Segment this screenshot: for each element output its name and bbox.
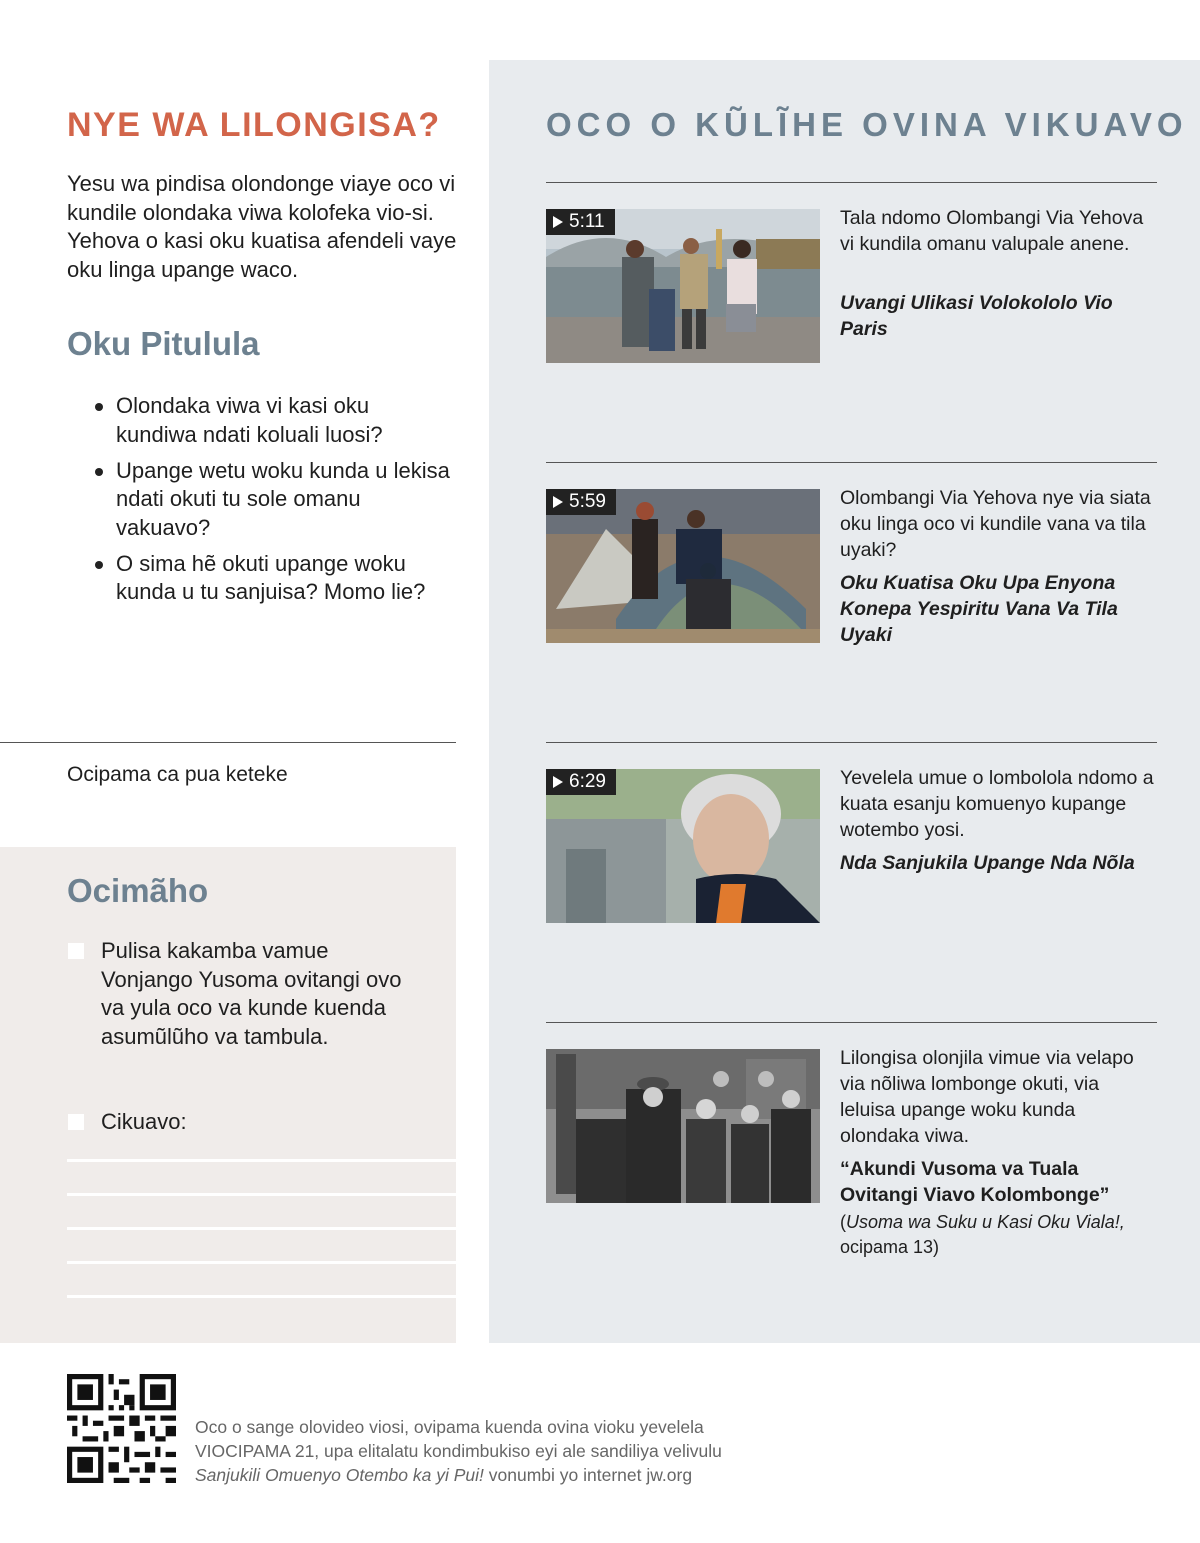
other-goal-label: Cikuavo:	[101, 1109, 187, 1134]
bullet-icon	[95, 403, 103, 411]
video-title[interactable]: Uvangi Ulikasi Volokololo Vio Paris	[840, 292, 1113, 340]
section-title: NYE WA LILONGISA?	[67, 106, 441, 144]
goal-item-text: Pulisa kakamba vamue Vonjango Yusoma ovitangi ovo va yula oco va kunde kuenda asumũlũho va tambula.	[101, 938, 402, 1049]
duration-badge	[546, 209, 615, 235]
writing-line[interactable]	[67, 1159, 456, 1162]
historical-group-photo	[546, 1049, 820, 1203]
qr-code-icon[interactable]	[67, 1374, 176, 1483]
reference-chapter: ocipama 13)	[840, 1237, 940, 1257]
intro-paragraph: Yesu wa pindisa olondonge viaye oco vi kundile olondaka viwa kolofeka vio-si. Yehova o kasi oku kuatisa afendeli vaye oku linga upange waco.	[67, 171, 457, 282]
writing-line[interactable]	[67, 1193, 456, 1196]
divider	[546, 462, 1157, 463]
video-description: Yevelela umue o lombolola ndomo a kuata esanju komuenyo kupange wotembo yosi.	[840, 767, 1154, 841]
divider	[0, 742, 456, 743]
video-title[interactable]: Nda Sanjukila Upange Nda Nõla	[840, 852, 1135, 874]
goal-heading: Ocimãho	[67, 872, 209, 909]
learn-more-title: OCO O KŨLĨHE OVINA VIKUAVO	[546, 106, 1188, 143]
divider	[546, 742, 1157, 743]
play-icon	[553, 776, 563, 788]
play-icon	[553, 496, 563, 508]
completed-date-label: Ocipama ca pua keteke	[67, 763, 288, 786]
duration-badge	[546, 769, 616, 795]
video-description: Tala ndomo Olombangi Via Yehova vi kundila omanu valupale anene.	[840, 207, 1144, 255]
play-icon	[553, 216, 563, 228]
footer-website: vonumbi yo internet jw.org	[483, 1465, 693, 1485]
writing-line[interactable]	[67, 1227, 456, 1230]
video-description: Olombangi Via Yehova nye via siata oku linga oco vi kundile vana va tila uyaki?	[840, 487, 1151, 561]
reference-book: Usoma wa Suku u Kasi Oku Viala!,	[846, 1212, 1125, 1232]
video-thumbnail[interactable]	[546, 489, 820, 643]
other-goal-checkbox[interactable]	[68, 1114, 84, 1130]
writing-line[interactable]	[67, 1261, 456, 1264]
video-thumbnail[interactable]	[546, 209, 820, 363]
duration-label: 5:59	[569, 491, 606, 512]
writing-line[interactable]	[67, 1295, 456, 1298]
review-item	[95, 457, 455, 543]
video-thumbnail[interactable]	[546, 769, 820, 923]
duration-label: 5:11	[569, 211, 605, 232]
goal-checkbox[interactable]	[68, 943, 84, 959]
duration-badge	[546, 489, 616, 515]
review-item-text: Olondaka viwa vi kasi oku kundiwa ndati koluali luosi?	[116, 393, 383, 447]
divider	[546, 1022, 1157, 1023]
video-title[interactable]: Oku Kuatisa Oku Upa Enyona Konepa Yespiritu Vana Va Tila Uyaki	[840, 572, 1118, 646]
goal-box	[0, 847, 456, 1343]
review-item-text: Upange wetu woku kunda u lekisa ndati okuti tu sole omanu vakuavo?	[116, 457, 450, 540]
article-reference	[840, 1210, 1155, 1260]
review-list	[95, 392, 455, 614]
footer-book-title[interactable]: Sanjukili Omuenyo Otembo ka yi Pui!	[195, 1465, 484, 1485]
review-heading: Oku Pitulula	[67, 325, 260, 362]
divider	[546, 182, 1157, 183]
article-description: Lilongisa olonjila vimue via velapo via nõliwa lombonge okuti, via leluisa upange woku kunda olondaka viwa.	[840, 1047, 1134, 1147]
review-item	[95, 392, 455, 449]
bullet-icon	[95, 468, 103, 476]
bullet-icon	[95, 561, 103, 569]
footer-line: VIOCIPAMA 21, upa elitalatu kondimbukiso eyi ale sandiliya velivulu	[195, 1441, 722, 1461]
reference-paren: (	[840, 1212, 846, 1232]
footer-line: Oco o sange olovideo viosi, ovipama kuenda ovina vioku yevelela	[195, 1417, 704, 1437]
duration-label: 6:29	[569, 771, 606, 792]
footer-line	[195, 1463, 835, 1487]
review-item	[95, 550, 455, 607]
footer-note	[195, 1415, 835, 1487]
review-item-text: O sima hẽ okuti upange woku kunda u tu sanjuisa? Momo lie?	[116, 550, 426, 604]
article-image	[546, 1049, 820, 1203]
article-title[interactable]: “Akundi Vusoma va Tuala Ovitangi Viavo Kolombonge”	[840, 1158, 1110, 1206]
